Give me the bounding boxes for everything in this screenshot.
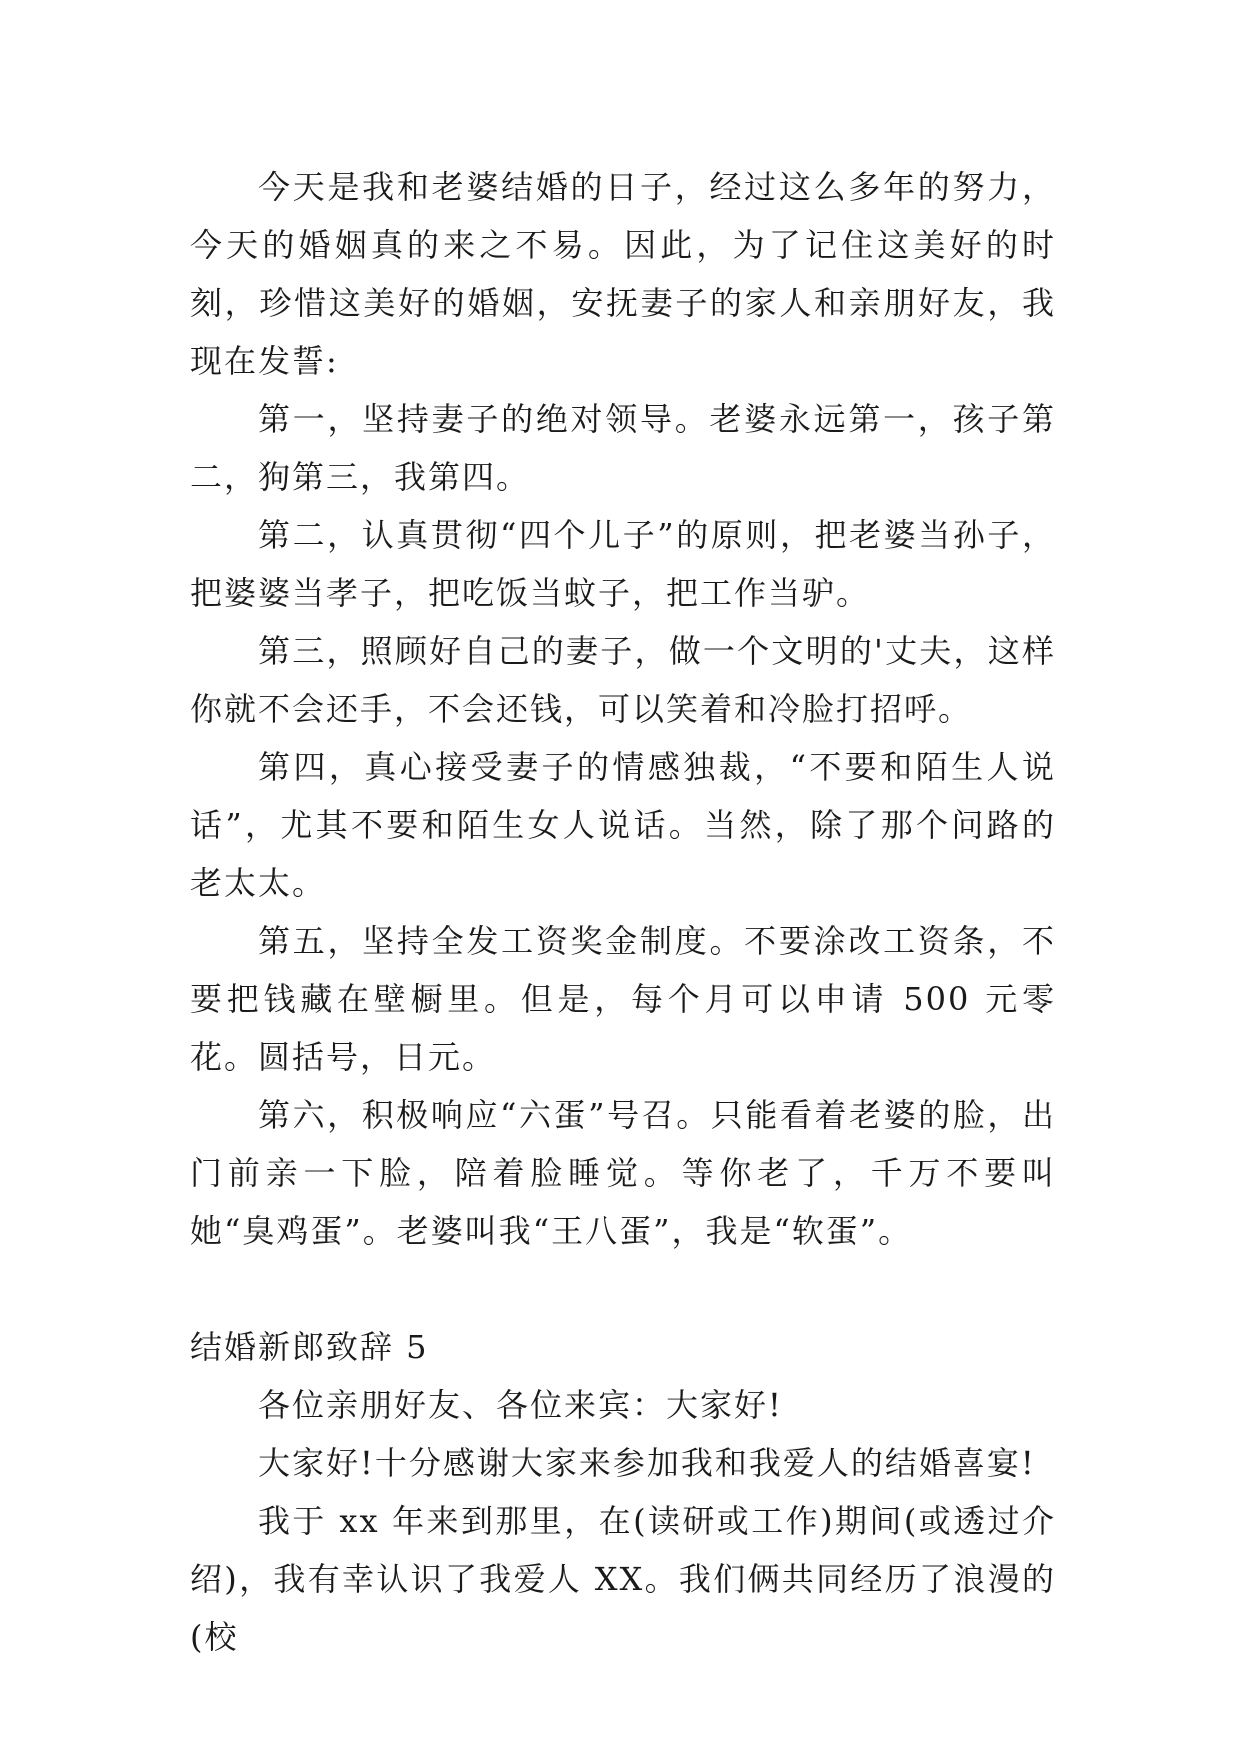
paragraph-vow-5: 第五，坚持全发工资奖金制度。不要涂改工资条，不要把钱藏在壁橱里。但是，每个月可以申请 500 元零花。圆括号，日元。 xyxy=(190,922,1056,1076)
paragraph-vow-2: 第二，认真贯彻“四个儿子”的原则，把老婆当孙子，把婆婆当孝子，把吃饭当蚊子，把工作当驴。 xyxy=(190,516,1056,612)
paragraph-vow-1: 第一，坚持妻子的绝对领导。老婆永远第一，孩子第二，狗第三，我第四。 xyxy=(190,400,1056,496)
paragraph-greeting: 各位亲朋好友、各位来宾：大家好! xyxy=(258,1386,783,1424)
paragraph-vow-3: 第三，照顾好自己的妻子，做一个文明的'丈夫，这样你就不会还手，不会还钱，可以笑着和冷脸打招呼。 xyxy=(190,632,1056,728)
document-body xyxy=(190,158,1056,1666)
paragraph-vow-4: 第四，真心接受妻子的情感独裁，“不要和陌生人说话”，尤其不要和陌生女人说话。当然，除了那个问路的老太太。 xyxy=(190,748,1056,902)
section-heading: 结婚新郎致辞 5 xyxy=(190,1328,429,1366)
paragraph-thanks: 大家好!十分感谢大家来参加我和我爱人的结婚喜宴! xyxy=(258,1444,1036,1482)
paragraph-story: 我于 xx 年来到那里，在(读研或工作)期间(或透过介绍)，我有幸认识了我爱人 XX。我们俩共同经历了浪漫的(校 xyxy=(190,1502,1056,1656)
paragraph-intro: 今天是我和老婆结婚的日子，经过这么多年的努力，今天的婚姻真的来之不易。因此，为了记住这美好的时刻，珍惜这美好的婚姻，安抚妻子的家人和亲朋好友，我现在发誓: xyxy=(190,168,1056,380)
paragraph-vow-6: 第六，积极响应“六蛋”号召。只能看着老婆的脸，出门前亲一下脸，陪着脸睡觉。等你老了，千万不要叫她“臭鸡蛋”。老婆叫我“王八蛋”，我是“软蛋”。 xyxy=(190,1096,1056,1250)
